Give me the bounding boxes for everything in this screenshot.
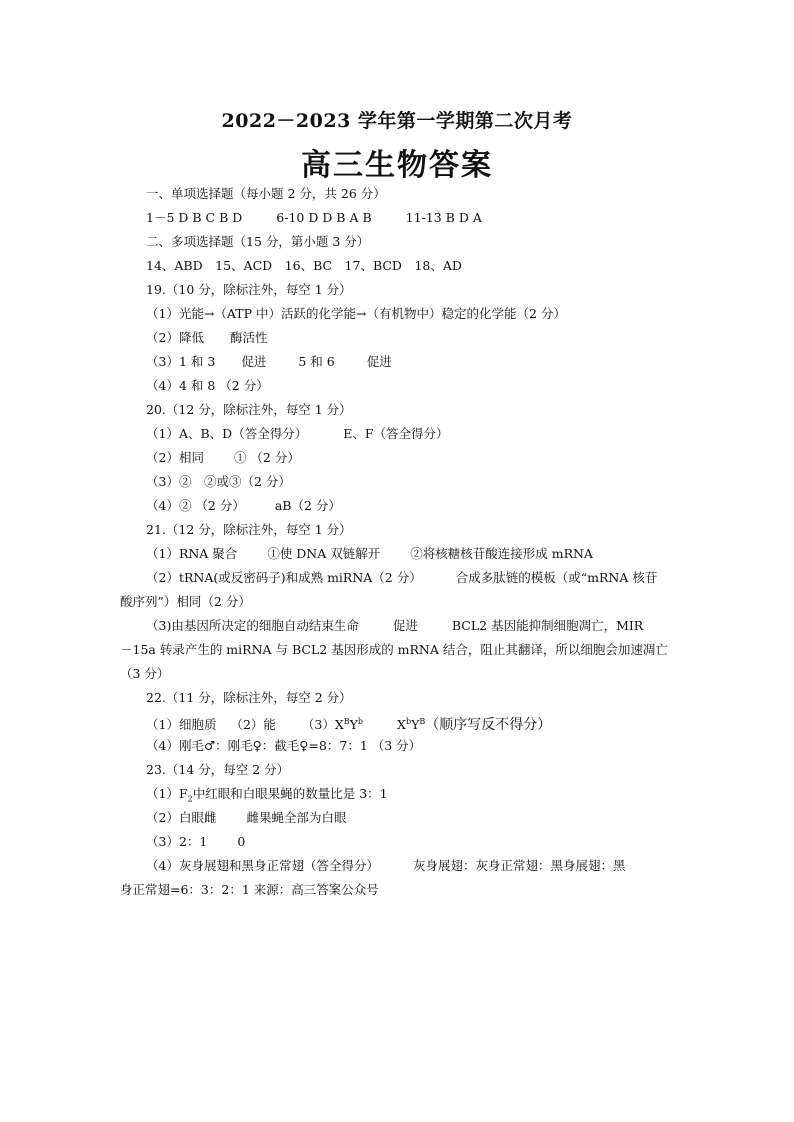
q21-1a: （1）RNA 聚合 — [146, 546, 238, 561]
q21-line3-cont: －15a 转录产生的 miRNA 与 BCL2 基因形成的 mRNA 结合，阻止其翻译，所以细胞会加速凋亡 — [120, 642, 668, 657]
q23-2b: 雌果蝇全部为白眼 — [246, 810, 347, 825]
q20-4a: （4）② （2 分） — [146, 498, 245, 513]
q21-2a: （2）tRNA(或反密码子)和成熟 miRNA（2 分） — [146, 570, 422, 585]
q22-1a: （1）细胞质 — [146, 717, 217, 733]
q23-line5: 身正常翅=6：3：2：1 来源：高三答案公众号 — [120, 882, 379, 897]
q23-line4 — [146, 858, 625, 874]
q23-3b: 0 — [237, 834, 246, 849]
q21-2b: 合成多肽链的模板（或“mRNA 核苷 — [455, 570, 658, 585]
q22-1c2: Y — [349, 717, 358, 733]
q19-line4: （4）4 和 8 （2 分） — [146, 378, 269, 393]
q20-2b: ① （2 分） — [233, 450, 300, 465]
q20-line4 — [146, 498, 341, 514]
q21-line2 — [146, 570, 657, 586]
q21-line3-score: （3 分） — [120, 666, 170, 681]
q20-4b: aB（2 分） — [274, 498, 341, 513]
q19-2a: （2）降低 — [146, 330, 204, 345]
q22-line1 — [146, 714, 551, 733]
q21-line2-cont: 酸序列”）相同（2 分） — [120, 594, 251, 609]
q20-line2 — [146, 450, 300, 466]
q21-3c: BCL2 基因能抑制细胞凋亡，MIR — [451, 618, 644, 633]
section1-heading: 一、单项选择题（每小题 2 分，共 26 分） — [146, 186, 386, 201]
section2-answers: 14、ABD 15、ACD 16、BC 17、BCD 18、AD — [146, 258, 462, 273]
q22-heading: 22.（11 分，除标注外，每空 2 分） — [146, 690, 352, 705]
q20-1a: （1）A、B、D（答全得分） — [146, 426, 308, 441]
q22-1b: （2）能 — [230, 717, 276, 733]
q21-1c: ②将核糖核苷酸连接形成 mRNA — [410, 546, 593, 561]
q19-line3 — [146, 354, 392, 370]
q23-4b: 灰身展翅：灰身正常翅：黑身展翅：黑 — [412, 858, 626, 873]
q23-line1 — [146, 786, 388, 808]
q23-line2 — [146, 810, 346, 826]
q20-heading: 20.（12 分，除标注外，每空 1 分） — [146, 402, 352, 417]
q23-4a: （4）灰身展翅和黑身正常翅（答全得分） — [146, 858, 379, 873]
q21-line1 — [146, 546, 593, 562]
q21-3b: 促进 — [392, 618, 418, 633]
q23-3a: （3）2：1 — [146, 834, 208, 849]
q19-3c: 5 和 6 — [298, 354, 335, 369]
answers-6-10: 6-10 D D B A B — [276, 210, 372, 225]
q19-line2 — [146, 330, 267, 346]
q22-1d-sup: b — [405, 717, 412, 726]
q19-3a: （3）1 和 3 — [146, 354, 216, 369]
q21-1b: ①使 DNA 双链解开 — [267, 546, 381, 561]
q20-2a: （2）相同 — [146, 450, 204, 465]
q23-2a: （2）白眼雌 — [146, 810, 217, 825]
q19-line1: （1）光能→（ATP 中）活跃的化学能→（有机物中）稳定的化学能（2 分） — [146, 306, 566, 321]
q21-heading: 21.（12 分，除标注外，每空 1 分） — [146, 522, 352, 537]
q20-line3: （3）② ②或③（2 分） — [146, 474, 291, 489]
q22-1d2: Y — [411, 717, 420, 733]
q21-line3 — [146, 618, 643, 634]
q22-1c: （3）X — [301, 717, 344, 733]
q23-1-sub: 2 — [187, 794, 193, 804]
q21-3a: （3)由基因所决定的细胞自动结束生命 — [146, 618, 359, 633]
q22-1c2-sup: b — [357, 717, 364, 726]
section2-heading: 二、多项选择题（15 分，第小题 3 分） — [146, 234, 370, 249]
q19-3d: 促进 — [366, 354, 392, 369]
q23-line3 — [146, 834, 245, 850]
section1-answers — [146, 210, 482, 226]
q19-2b: 酶活性 — [229, 330, 268, 345]
q23-1b: 中红眼和白眼果蝇的数量比是 3：1 — [192, 786, 388, 801]
page-title: 高三生物答案 — [301, 148, 493, 183]
exam-title: 2022－2023 学年第一学期第二次月考 — [221, 110, 573, 132]
answers-11-13: 11-13 B D A — [405, 210, 482, 225]
q22-1e: （顺序写反不得分） — [425, 717, 552, 734]
q19-heading: 19.（10 分，除标注外，每空 1 分） — [146, 282, 352, 297]
q19-3b: 促进 — [241, 354, 267, 369]
q22-1c-sup: B — [343, 717, 350, 726]
q22-1d: X — [397, 717, 406, 733]
q23-heading: 23.（14 分，每空 2 分） — [146, 762, 290, 777]
q20-1b: E、F（答全得分） — [343, 426, 449, 441]
q22-1d2-sup: B — [419, 717, 426, 726]
q23-1a: （1）F — [146, 786, 188, 801]
q20-line1 — [146, 426, 449, 442]
q22-line2: （4）刚毛♂：刚毛♀：截毛♀=8：7：1 （3 分） — [146, 738, 422, 753]
answers-1-5: 1－5 D B C B D — [146, 210, 243, 225]
